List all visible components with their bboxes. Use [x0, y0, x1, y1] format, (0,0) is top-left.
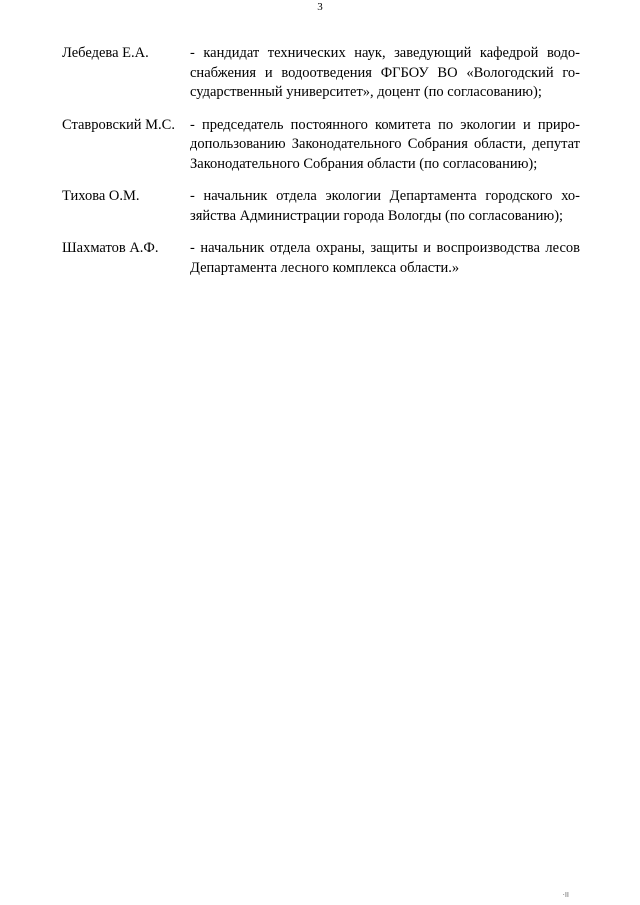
member-description: - начальник отдела экологии Департамента городского хозяйства Администрации города Вологды (по согласованию); [190, 188, 580, 224]
page-number: 3 [317, 1, 323, 13]
member-name: Шахматов А.Ф. [62, 240, 159, 256]
committee-members-list [62, 44, 580, 291]
member-description: - кандидат технических наук, заведующий кафедрой водоснабжения и водоотведения ФГБОУ ВО «Вологодский государственный университет», доцент (по согласованию); [190, 45, 580, 100]
member-row [62, 239, 580, 278]
member-description: - начальник отдела охраны, защиты и воспроизводства лесов Департамента лесного комплекса области.» [190, 240, 580, 276]
member-row [62, 44, 580, 103]
corner-mark: ·II [562, 891, 569, 899]
member-row [62, 187, 580, 226]
member-description: - председатель постоянного комитета по экологии и природопользованию Законодательного Собрания области, депутат Законодательного Собрания области (по согласованию); [190, 116, 580, 172]
member-name: Лебедева Е.А. [62, 45, 149, 61]
member-name: Ставровский М.С. [62, 116, 175, 133]
member-name: Тихова О.М. [62, 188, 140, 204]
member-row [62, 116, 580, 175]
